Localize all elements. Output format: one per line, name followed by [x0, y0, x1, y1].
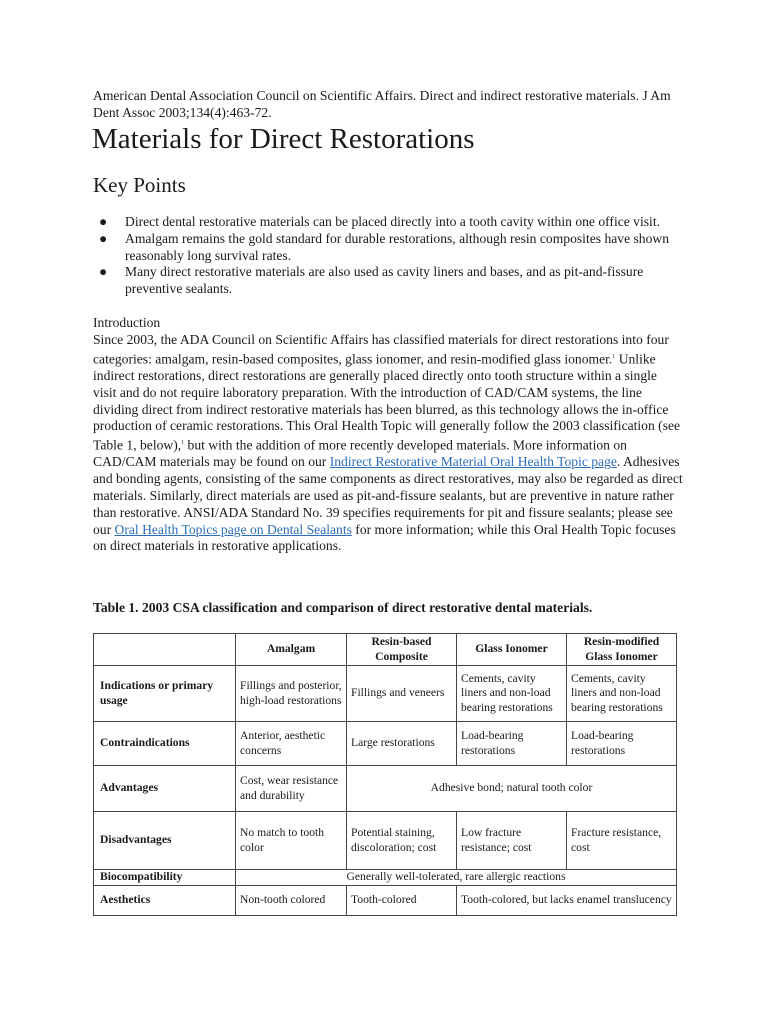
- row-label: Contraindications: [94, 722, 236, 766]
- intro-text: but with the addition of more recently developed materials. More information on CAD/CAM materials may be found on our: [93, 437, 627, 470]
- table-cell: Cements, cavity liners and non-load bearing restorations: [457, 666, 567, 722]
- table-cell: Large restorations: [347, 722, 457, 766]
- table-header-cell: Resin-modified Glass Ionomer: [567, 634, 677, 666]
- table-header-cell: Glass Ionomer: [457, 634, 567, 666]
- list-item: [93, 231, 683, 265]
- key-point-text: Amalgam remains the gold standard for durable restorations, although resin composites have shown reasonably long survival rates.: [125, 230, 669, 263]
- table-cell: Tooth-colored: [347, 886, 457, 916]
- table-cell: No match to tooth color: [236, 812, 347, 870]
- introduction-heading: Introduction: [93, 315, 161, 330]
- table-cell: Low fracture resistance; cost: [457, 812, 567, 870]
- key-points-heading: Key Points: [93, 173, 186, 197]
- table-header-cell: Amalgam: [236, 634, 347, 666]
- table-cell: Non-tooth colored: [236, 886, 347, 916]
- table-cell: Fillings and posterior, high-load restorations: [236, 666, 347, 722]
- table-row: [94, 766, 677, 812]
- reference-marker: 1: [181, 440, 185, 447]
- row-label: Biocompatibility: [94, 870, 236, 886]
- table-cell: Tooth-colored, but lacks enamel translucency: [457, 886, 677, 916]
- table-cell: Fillings and veneers: [347, 666, 457, 722]
- table-header-cell: [94, 634, 236, 666]
- table-row: [94, 886, 677, 916]
- citation: American Dental Association Council on Scientific Affairs. Direct and indirect restorative materials. J Am Dent Assoc 2003;134(4):463-72.: [93, 88, 671, 120]
- row-label: Indications or primary usage: [94, 666, 236, 722]
- page-title: Materials for Direct Restorations: [92, 123, 475, 155]
- row-label: Disadvantages: [94, 812, 236, 870]
- reference-marker: 1: [612, 353, 616, 360]
- intro-text: Unlike indirect restorations, direct restorations are generally placed directly onto tooth structure within a single visit and do not require laboratory preparation. With the introduction of CAD/CAM systems, the line dividing direct from indirect restorative materials has been blurred, as this technology allows the in-office production of ceramic restorations. This Oral Health Topic will generally follow the 2003 classification (see Table 1, below),: [93, 351, 681, 453]
- table-cell: Anterior, aesthetic concerns: [236, 722, 347, 766]
- row-label: Advantages: [94, 766, 236, 812]
- table-row: [94, 666, 677, 722]
- table-cell: Load-bearing restorations: [457, 722, 567, 766]
- indirect-restorative-link[interactable]: Indirect Restorative Material Oral Health Topic page: [329, 454, 617, 470]
- table-cell: Generally well-tolerated, rare allergic reactions: [236, 870, 677, 886]
- list-item: [93, 264, 683, 298]
- table-row: [94, 722, 677, 766]
- intro-text: for more information; while this Oral Health Topic focuses on direct materials in restorative applications.: [93, 521, 676, 554]
- table-header-row: [94, 634, 677, 666]
- comparison-table: [93, 633, 677, 916]
- bullet-icon: ●: [99, 230, 108, 246]
- table-header-cell: Resin-based Composite: [347, 634, 457, 666]
- key-point-text: Direct dental restorative materials can be placed directly into a tooth cavity within one office visit.: [125, 214, 661, 229]
- table-row: [94, 870, 677, 886]
- introduction-paragraph: [93, 332, 683, 555]
- intro-text: Since 2003, the ADA Council on Scientific Affairs has classified materials for direct restorations into four categories: amalgam, resin-based composites, glass ionomer, and resin-modified glass ionomer.: [93, 331, 669, 367]
- bullet-icon: ●: [99, 214, 108, 229]
- table-cell: Potential staining, discoloration; cost: [347, 812, 457, 870]
- key-points-list: [93, 214, 683, 298]
- introduction-section: [93, 315, 683, 555]
- table-row: [94, 812, 677, 870]
- intro-text: . Adhesives and bonding agents, consisting of the same components as direct restoratives, may also be regarded as direct materials. Similarly, direct materials are used as pit-and-fissure sealants, but are preventive in nature rather than restorative. ANSI/ADA Standard No. 39 specifies requirements for pit and fissure sealants; please see our: [93, 454, 683, 537]
- key-point-text: Many direct restorative materials are also used as cavity liners and bases, and as pit-and-fissure preventive sealants.: [125, 264, 644, 297]
- dental-sealants-link[interactable]: Oral Health Topics page on Dental Sealants: [114, 521, 352, 537]
- table-cell: Cost, wear resistance and durability: [236, 766, 347, 812]
- table-caption: Table 1. 2003 CSA classification and comparison of direct restorative dental materials.: [93, 600, 593, 615]
- bullet-icon: ●: [99, 264, 108, 280]
- list-item: [93, 214, 683, 231]
- table-cell: Adhesive bond; natural tooth color: [347, 766, 677, 812]
- table-cell: Fracture resistance, cost: [567, 812, 677, 870]
- table-cell: Cements, cavity liners and non-load bearing restorations: [567, 666, 677, 722]
- table-cell: Load-bearing restorations: [567, 722, 677, 766]
- row-label: Aesthetics: [94, 886, 236, 916]
